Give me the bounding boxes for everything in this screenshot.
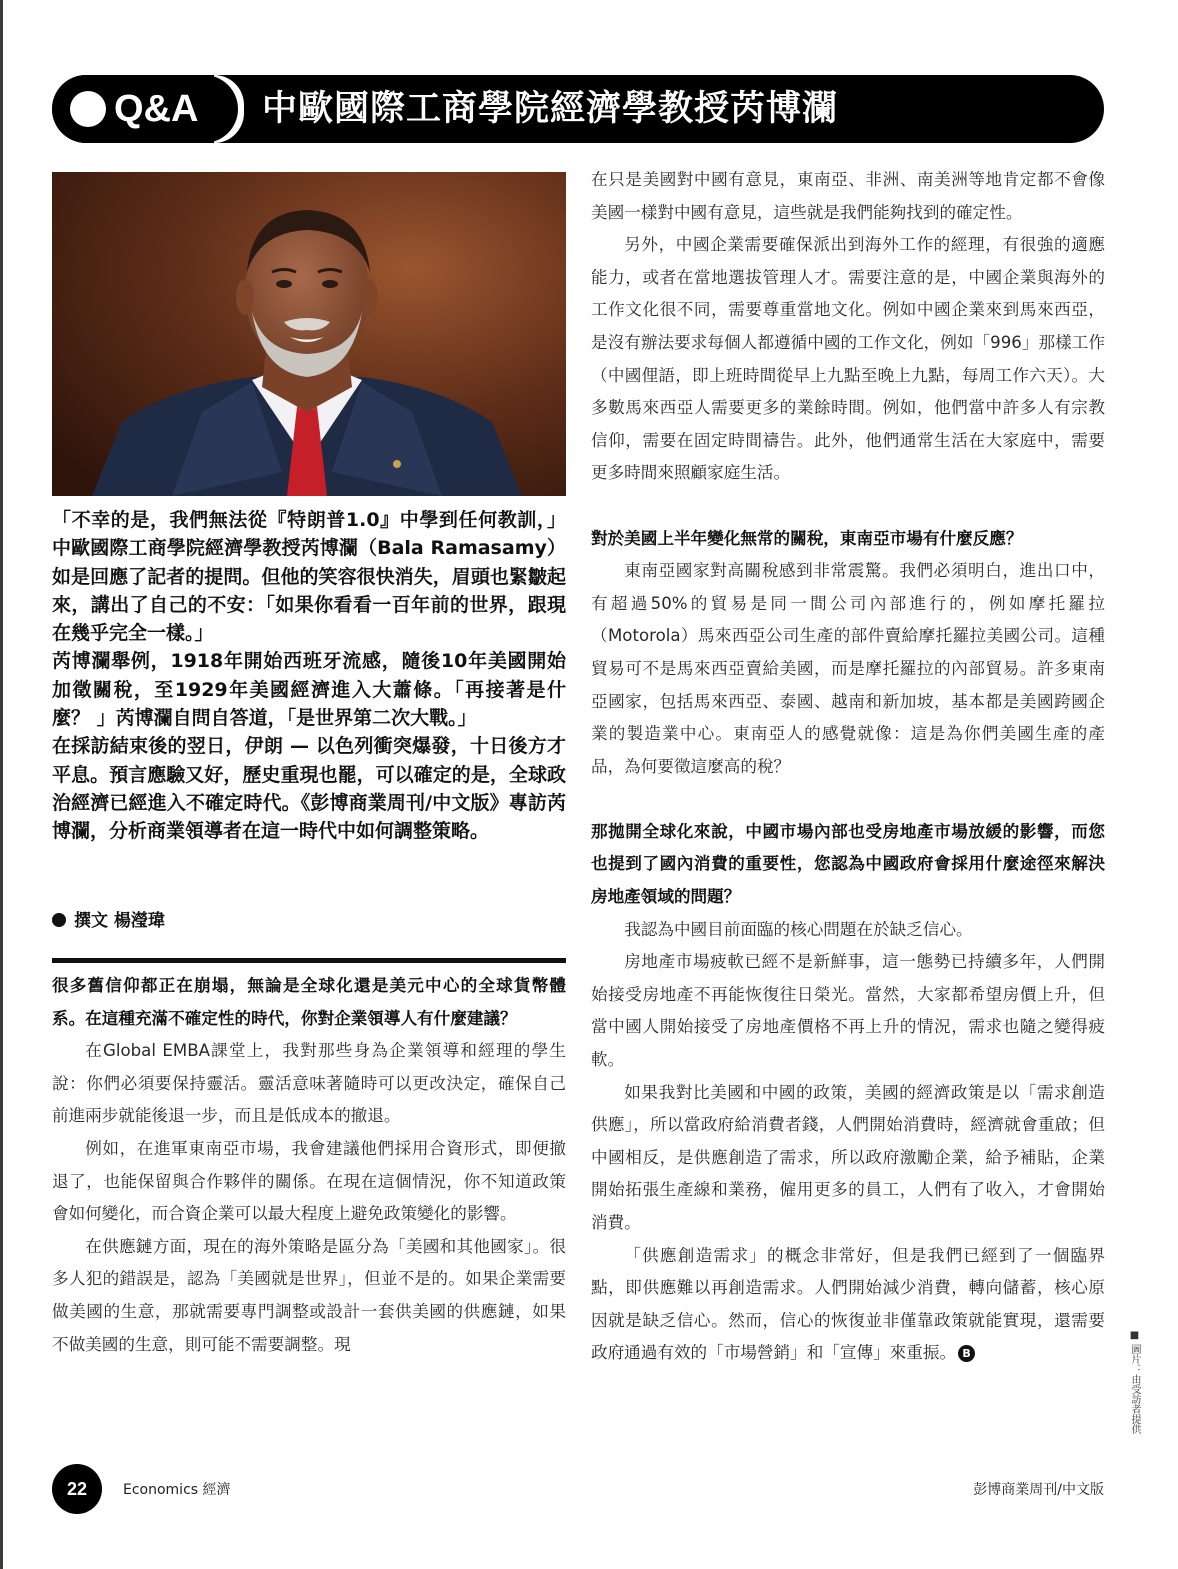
qa-dot-icon bbox=[70, 91, 106, 127]
question-1: 很多舊信仰都正在崩塌，無論是全球化還是美元中心的全球貨幣體系。在這種充滿不確定性的時代，你對企業領導人有什麼建議？ bbox=[52, 976, 566, 1028]
bloomberg-end-mark-icon: B bbox=[958, 1345, 975, 1362]
page-title: 中歐國際工商學院經濟學教授芮博瀾 bbox=[262, 89, 839, 129]
question-2: 對於美國上半年變化無常的關稅，東南亞市場有什麼反應？ bbox=[591, 528, 1023, 548]
answer-paragraph: 如果我對比美國和中國的政策，美國的經濟政策是以「需求創造供應」，所以當政府給消費者錢，人們開始消費時，經濟就會重啟；但中國相反，是供應創造了需求，所以政府激勵企業，給予補貼，企業開始拓張生產線和業務，僱用更多的員工，人們有了收入，才會開始消費。 bbox=[591, 1082, 1105, 1232]
answer-paragraph-final bbox=[591, 1240, 1105, 1370]
portrait-illustration bbox=[52, 172, 566, 496]
answer-paragraph: 房地產市場疲軟已經不是新鮮事，這一態勢已持續多年，人們開始接受房地產不再能恢復往日榮光。當然，大家都希望房價上升，但當中國人開始接受了房地產價格不再上升的情況，需求也隨之變得疲軟。 bbox=[591, 952, 1105, 1070]
answer-paragraph: 我認為中國目前面臨的核心問題在於缺乏信心。 bbox=[624, 919, 973, 939]
magazine-name: 彭博商業周刊/中文版 bbox=[973, 1482, 1104, 1498]
left-column bbox=[52, 970, 566, 1361]
page-number: 22 bbox=[52, 1464, 102, 1514]
answer-paragraph: 在供應鏈方面，現在的海外策略是區分為「美國和其他國家」。很多人犯的錯誤是，認為「美國就是世界」，但並不是的。如果企業需要做美國的生意，那就需要專門調整或設計一套供美國的供應鏈，如果不做美國的生意，則可能不需要調整。現 bbox=[52, 1236, 566, 1354]
answer-paragraph: 例如，在進軍東南亞市場，我會建議他們採用合資形式，即便撤退了，也能保留與合作夥伴的關係。在現在這個情況，你不知道政策會如何變化，而合資企業可以最大程度上避免政策變化的影響。 bbox=[52, 1138, 566, 1224]
right-column bbox=[591, 164, 1105, 1370]
spacer bbox=[591, 783, 1105, 816]
bullet-icon bbox=[52, 913, 66, 927]
page-edge-line bbox=[0, 0, 3, 1569]
spacer bbox=[591, 490, 1105, 523]
question-3: 那拋開全球化來說，中國市場內部也受房地產市場放緩的影響，而您也提到了國內消費的重要性，您認為中國政府會採用什麼途徑來解決房地產領域的問題？ bbox=[591, 821, 1105, 907]
qa-label: Q&A bbox=[114, 88, 199, 130]
intro-block bbox=[52, 506, 566, 846]
portrait-photo bbox=[52, 172, 566, 496]
byline bbox=[52, 906, 566, 936]
final-text: 「供應創造需求」的概念非常好，但是我們已經到了一個臨界點，即供應難以再創造需求。人們開始減少消費，轉向儲蓄，核心原因就是缺乏信心。然而，信心的恢復並非僅靠政策就能實現，還需要政府通過有效的「市場營銷」和「宣傳」來重振。 bbox=[591, 1245, 1105, 1363]
byline-text: 撰文 楊瀅瑋 bbox=[74, 911, 165, 931]
answer-paragraph: 東南亞國家對高關稅感到非常震驚。我們必須明白，進出口中，有超過50%的貿易是同一間公司內部進行的，例如摩托羅拉（Motorola）馬來西亞公司生產的部件賣給摩托羅拉美國公司。這種貿易可不是馬來西亞賣給美國，而是摩托羅拉的內部貿易。許多東南亞國家，包括馬來西亞、泰國、越南和新加坡，基本都是美國跨國企業的製造業中心。東南亞人的感覺就像：這是為你們美國生產的產品，為何要徵這麼高的稅？ bbox=[591, 561, 1105, 776]
answer-paragraph: 在Global EMBA課堂上，我對那些身為企業領導和經理的學生說：你們必須要保持靈活。靈活意味著隨時可以更改決定，確保自己前進兩步就能後退一步，而且是低成本的撤退。 bbox=[52, 1041, 566, 1126]
intro-paragraph: 芮博瀾舉例，1918年開始西班牙流感，隨後10年美國開始加徵關稅，至1929年美國經濟進入大蕭條。「再接著是什麼？ 」芮博瀾自問自答道，「是世界第二次大戰。」 bbox=[52, 650, 566, 730]
intro-paragraph: 在採訪結束後的翌日，伊朗 — 以色列衝突爆發，十日後方才平息。預言應驗又好，歷史重現也罷，可以確定的是，全球政治經濟已經進入不確定時代。《彭博商業周刊/中文版》專訪芮博瀾，分析商業領導者在這一時代中如何調整策略。 bbox=[52, 735, 566, 843]
section-divider bbox=[52, 958, 566, 963]
photo-credit: ■ 圖片：由受訪者提供 bbox=[1129, 1330, 1140, 1435]
section-label: Economics 經濟 bbox=[123, 1482, 231, 1498]
answer-paragraph: 另外，中國企業需要確保派出到海外工作的經理，有很強的適應能力，或者在當地選拔管理人才。需要注意的是，中國企業與海外的工作文化很不同，需要尊重當地文化。例如中國企業來到馬來西亞，是沒有辦法要求每個人都遵循中國的工作文化，例如「996」那樣工作（中國俚語，即上班時間從早上九點至晚上九點，每周工作六天）。大多數馬來西亞人需要更多的業餘時間。例如，他們當中許多人有宗教信仰，需要在固定時間禱告。此外，他們通常生活在大家庭中，需要更多時間來照顧家庭生活。 bbox=[591, 235, 1105, 483]
intro-paragraph: 「不幸的是，我們無法從『特朗普1.0』中學到任何教訓，」中歐國際工商學院經濟學教授芮博瀾（Bala Ramasamy）如是回應了記者的提問。但他的笑容很快消失，眉頭也緊皺起來，講出了自己的不安：「如果你看看一百年前的世界，跟現在幾乎完全一樣。」 bbox=[52, 509, 566, 645]
continued-paragraph: 在只是美國對中國有意見，東南亞、非洲、南美洲等地肯定都不會像美國一樣對中國有意見，這些就是我們能夠找到的確定性。 bbox=[591, 170, 1105, 222]
